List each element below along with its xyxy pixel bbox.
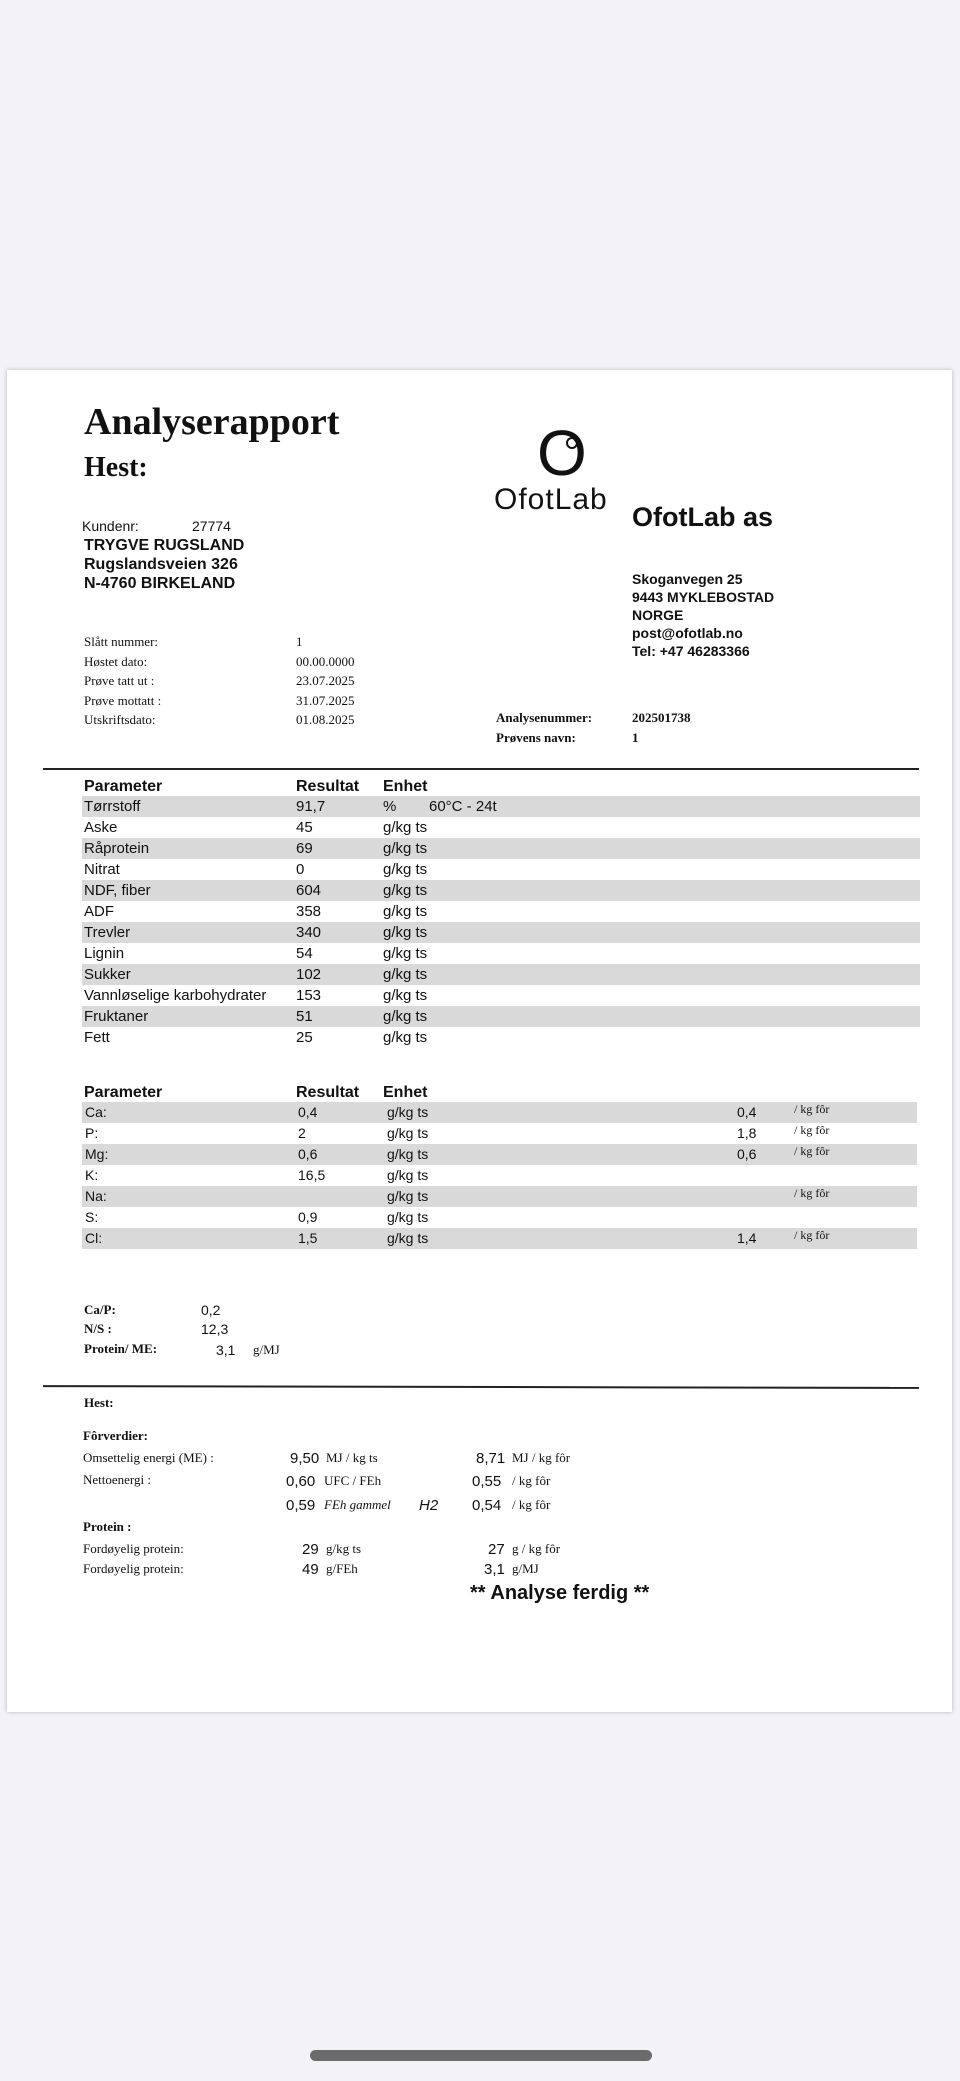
cell-param: Fruktaner bbox=[84, 1008, 149, 1025]
table-row bbox=[82, 817, 920, 838]
cell-result: 0 bbox=[296, 861, 305, 878]
info-value: 1 bbox=[296, 634, 303, 649]
customer-city: N-4760 BIRKELAND bbox=[84, 575, 236, 592]
cell-param: Trevler bbox=[84, 924, 131, 941]
logo-mark: O bbox=[537, 417, 587, 489]
me-label: Omsettelig energi (ME) : bbox=[83, 1450, 214, 1465]
table-row bbox=[82, 838, 920, 859]
dp2-label: Fordøyelig protein: bbox=[83, 1561, 184, 1576]
ca-p-value: 0,2 bbox=[201, 1302, 221, 1318]
feh-unit: FEh gammel bbox=[324, 1497, 391, 1512]
cell-param: Ca: bbox=[85, 1104, 107, 1120]
cell-param: P: bbox=[85, 1125, 99, 1141]
cell-result: 102 bbox=[296, 966, 322, 983]
me-feed-unit: MJ / kg fôr bbox=[512, 1450, 571, 1465]
sample-info-values bbox=[296, 632, 355, 730]
cell-param: Na: bbox=[85, 1188, 107, 1204]
cell-unit: g/kg ts bbox=[383, 945, 428, 962]
header-unit: Enhet bbox=[383, 778, 428, 795]
feed-values-heading: Fôrverdier: bbox=[83, 1428, 148, 1443]
report-page bbox=[7, 370, 952, 1712]
cell-unit: g/kg ts bbox=[383, 1029, 428, 1046]
dp2-feed-unit: g/MJ bbox=[512, 1561, 539, 1576]
cell-note: 60°C - 24t bbox=[429, 798, 497, 815]
cell-unit: g/kg ts bbox=[383, 903, 428, 920]
divider bbox=[43, 1385, 919, 1389]
cell-param: Lignin bbox=[84, 945, 125, 962]
n-s-label: N/S : bbox=[84, 1321, 112, 1336]
cell-result: 25 bbox=[296, 1029, 313, 1046]
cell-unit: g/kg ts bbox=[387, 1125, 429, 1141]
customer-street: Rugslandsveien 326 bbox=[84, 556, 238, 573]
home-indicator[interactable] bbox=[310, 2050, 652, 2061]
info-value: 00.00.0000 bbox=[296, 653, 355, 669]
ne-value: 0,60 bbox=[286, 1473, 316, 1490]
feh-feed-value: 0,54 bbox=[472, 1497, 502, 1514]
animal-heading: Hest: bbox=[84, 452, 148, 483]
cell-unit: g/kg ts bbox=[387, 1146, 429, 1162]
protein-me-unit: g/MJ bbox=[253, 1342, 280, 1357]
feh-value: 0,59 bbox=[286, 1497, 316, 1514]
table-row bbox=[82, 796, 920, 817]
cell-unit: g/kg ts bbox=[383, 966, 428, 983]
cell-result: 358 bbox=[296, 903, 322, 920]
cell-unit: g/kg ts bbox=[383, 1008, 428, 1025]
ne-unit: UFC / FEh bbox=[324, 1473, 382, 1488]
cell-result: 2 bbox=[298, 1125, 306, 1141]
mineral-table bbox=[82, 1082, 917, 1249]
info-label: Prøve tatt ut : bbox=[84, 673, 155, 688]
cell-param: Råprotein bbox=[84, 840, 150, 857]
feed-section-heading: Hest: bbox=[84, 1395, 114, 1410]
company-city: 9443 MYKLEBOSTAD bbox=[632, 589, 775, 605]
feh-code: H2 bbox=[419, 1497, 439, 1514]
table-row bbox=[82, 1123, 917, 1144]
cell-result: 0,9 bbox=[298, 1209, 318, 1225]
header-parameter: Parameter bbox=[84, 778, 163, 795]
dp2-feed-value: 3,1 bbox=[484, 1561, 505, 1578]
info-label: Høstet dato: bbox=[84, 653, 148, 669]
cell-unit: g/kg ts bbox=[387, 1209, 429, 1225]
cell-result: 51 bbox=[296, 1008, 313, 1025]
logo-dot-icon bbox=[566, 437, 578, 449]
table-row bbox=[82, 1144, 917, 1165]
table-row bbox=[82, 1006, 920, 1027]
dp2-unit: g/FEh bbox=[326, 1561, 358, 1576]
cell-unit: g/kg ts bbox=[383, 840, 428, 857]
protein-heading: Protein : bbox=[83, 1519, 132, 1534]
me-unit: MJ / kg ts bbox=[326, 1450, 378, 1465]
cell-unit: g/kg ts bbox=[387, 1167, 429, 1183]
cell-param: Tørrstoff bbox=[84, 798, 141, 815]
dp1-unit: g/kg ts bbox=[326, 1541, 362, 1556]
cell-unit: g/kg ts bbox=[383, 819, 428, 836]
company-phone: Tel: +47 46283366 bbox=[632, 643, 750, 659]
divider bbox=[43, 768, 919, 770]
table-header bbox=[82, 1082, 917, 1102]
table-row bbox=[82, 901, 920, 922]
header-result: Resultat bbox=[296, 778, 360, 795]
me-feed-value: 8,71 bbox=[476, 1450, 506, 1467]
cell-unit: g/kg ts bbox=[383, 924, 428, 941]
dp1-feed-unit: g / kg fôr bbox=[512, 1541, 561, 1556]
company-country: NORGE bbox=[632, 607, 684, 623]
report-title: Analyserapport bbox=[84, 401, 340, 443]
analysis-table bbox=[82, 776, 920, 1048]
table-row bbox=[82, 964, 920, 985]
sample-name-label: Prøvens navn: bbox=[496, 730, 576, 745]
cell-feed-unit: / kg fôr bbox=[794, 1228, 830, 1242]
ne-feed-value: 0,55 bbox=[472, 1473, 502, 1490]
cell-param: Nitrat bbox=[84, 861, 120, 878]
cell-feed-unit: / kg fôr bbox=[794, 1102, 830, 1116]
cell-param: Cl: bbox=[85, 1230, 103, 1246]
cell-param: Vannløselige karbohydrater bbox=[84, 987, 267, 1004]
info-value: 23.07.2025 bbox=[296, 673, 355, 688]
table-row bbox=[82, 1207, 917, 1228]
ofotlab-logo bbox=[494, 417, 624, 516]
customer-address bbox=[84, 536, 244, 593]
ne-label: Nettoenergi : bbox=[83, 1472, 151, 1487]
protein-me-label: Protein/ ME: bbox=[84, 1341, 158, 1356]
table-row bbox=[82, 1102, 917, 1123]
table-row bbox=[82, 1186, 917, 1207]
cell-feed-unit: / kg fôr bbox=[794, 1123, 830, 1137]
cell-param: S: bbox=[85, 1209, 99, 1225]
cell-per-feed: 1,8 bbox=[737, 1125, 757, 1141]
company-email: post@ofotlab.no bbox=[632, 625, 743, 641]
analysis-number: 202501738 bbox=[632, 710, 691, 725]
cell-result: 1,5 bbox=[298, 1230, 318, 1246]
customer-number: 27774 bbox=[192, 518, 231, 534]
cell-unit: g/kg ts bbox=[383, 987, 428, 1004]
cell-result: 0,6 bbox=[298, 1146, 318, 1162]
dp1-label: Fordøyelig protein: bbox=[83, 1541, 184, 1556]
cell-per-feed: 0,6 bbox=[737, 1146, 757, 1162]
table-row bbox=[82, 943, 920, 964]
cell-per-feed: 0,4 bbox=[737, 1104, 757, 1120]
analysis-number-label: Analysenummer: bbox=[496, 710, 593, 725]
cell-param: K: bbox=[85, 1167, 99, 1183]
analysis-values bbox=[632, 708, 691, 748]
dp1-value: 29 bbox=[302, 1541, 319, 1558]
table-row bbox=[82, 985, 920, 1006]
cell-unit: g/kg ts bbox=[387, 1104, 429, 1120]
sample-name: 1 bbox=[632, 730, 639, 745]
cell-unit: g/kg ts bbox=[383, 861, 428, 878]
cell-result: 69 bbox=[296, 840, 313, 857]
cell-param: Mg: bbox=[85, 1146, 109, 1162]
cell-per-feed: 1,4 bbox=[737, 1230, 757, 1246]
analysis-labels bbox=[496, 708, 592, 748]
customer-number-label: Kundenr: bbox=[82, 518, 139, 534]
protein-me-value: 3,1 bbox=[216, 1342, 236, 1358]
customer-name: TRYGVE RUGSLAND bbox=[84, 537, 245, 554]
ca-p-label: Ca/P: bbox=[84, 1302, 116, 1317]
header-result: Resultat bbox=[296, 1084, 360, 1101]
cell-result: 45 bbox=[296, 819, 313, 836]
table-row bbox=[82, 922, 920, 943]
feh-feed-unit: / kg fôr bbox=[512, 1497, 551, 1512]
company-street: Skoganvegen 25 bbox=[632, 571, 743, 587]
ne-feed-unit: / kg fôr bbox=[512, 1473, 551, 1488]
logo-text: OfotLab bbox=[494, 483, 608, 516]
table-row bbox=[82, 1027, 920, 1048]
cell-result: 153 bbox=[296, 987, 322, 1004]
cell-result: 91,7 bbox=[296, 798, 326, 815]
cell-result: 16,5 bbox=[298, 1167, 326, 1183]
company-name: OfotLab as bbox=[632, 502, 774, 532]
table-row bbox=[82, 1165, 917, 1186]
cell-param: ADF bbox=[84, 903, 114, 920]
cell-unit: % bbox=[383, 798, 397, 815]
cell-param: NDF, fiber bbox=[84, 882, 151, 899]
cell-unit: g/kg ts bbox=[387, 1230, 429, 1246]
cell-param: Sukker bbox=[84, 966, 131, 983]
cell-unit: g/kg ts bbox=[383, 882, 428, 899]
header-unit: Enhet bbox=[383, 1084, 428, 1101]
table-row bbox=[82, 859, 920, 880]
me-value: 9,50 bbox=[290, 1450, 320, 1467]
cell-unit: g/kg ts bbox=[387, 1188, 429, 1204]
dp2-value: 49 bbox=[302, 1561, 319, 1578]
info-label: Utskriftsdato: bbox=[84, 712, 156, 727]
analysis-status: ** Analyse ferdig ** bbox=[470, 1582, 650, 1604]
cell-feed-unit: / kg fôr bbox=[794, 1186, 830, 1200]
info-value: 01.08.2025 bbox=[296, 712, 355, 727]
cell-result: 604 bbox=[296, 882, 322, 899]
cell-param: Fett bbox=[84, 1029, 110, 1046]
table-row bbox=[82, 1228, 917, 1249]
table-header bbox=[82, 776, 920, 796]
n-s-value: 12,3 bbox=[201, 1321, 229, 1337]
header-parameter: Parameter bbox=[84, 1084, 163, 1101]
cell-result: 54 bbox=[296, 945, 313, 962]
info-value: 31.07.2025 bbox=[296, 692, 355, 708]
sample-info-labels bbox=[84, 632, 161, 730]
dp1-feed-value: 27 bbox=[488, 1541, 505, 1558]
cell-result: 0,4 bbox=[298, 1104, 318, 1120]
company-address bbox=[632, 570, 774, 660]
table-row bbox=[82, 880, 920, 901]
info-label: Prøve mottatt : bbox=[84, 692, 162, 708]
info-label: Slått nummer: bbox=[84, 634, 159, 649]
cell-result: 340 bbox=[296, 924, 322, 941]
cell-param: Aske bbox=[84, 819, 118, 836]
cell-feed-unit: / kg fôr bbox=[794, 1144, 830, 1158]
